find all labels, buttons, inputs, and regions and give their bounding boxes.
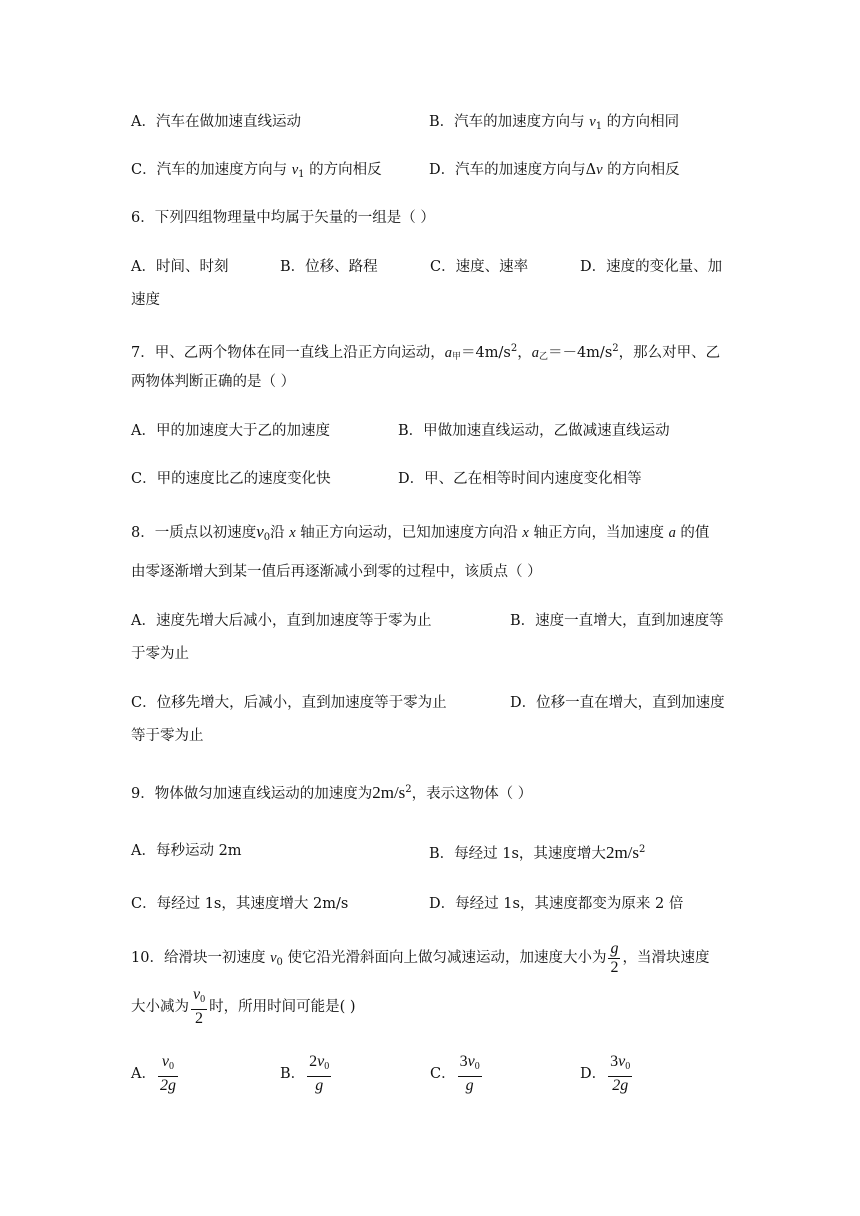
q8-t1: 沿 (270, 525, 290, 541)
q10-d-sub: 0 (625, 1061, 631, 1072)
q7-a-var: a (444, 345, 452, 361)
q10-frac-g-den: 2 (610, 958, 619, 976)
q8-stem-line2: 由零逐渐增大到某一值后再逐渐减小到零的过程中，该质点（ ） (131, 564, 542, 580)
q5-option-b (429, 112, 679, 137)
q7-b-var: a (531, 345, 539, 361)
q10-c-den: g (465, 1077, 474, 1094)
q6-option-b: B．位移、路程 (280, 259, 378, 275)
q6-option-d-cont: 速度 (131, 292, 160, 308)
q10-a-sub: 0 (169, 1061, 175, 1072)
q5-c-text: C．汽车的加速度方向与 (131, 162, 292, 178)
q9-b-sup: 2 (639, 844, 646, 855)
q10-stem-line2 (131, 986, 356, 1028)
q10-v-var: v (270, 950, 277, 966)
q10-stem-tail: ，当滑块速度 (622, 950, 710, 966)
q10-line2-post: 时，所用时间可能是( ) (209, 999, 356, 1015)
q5-d-var: v (596, 162, 603, 178)
q10-c-var: v (467, 1053, 475, 1070)
q8-stem-text: 8．一质点以初速度 (131, 525, 257, 541)
q10-frac-v-den: 2 (195, 1010, 204, 1027)
q10-d-coef: 3 (610, 1053, 619, 1070)
q5-d-tail: 的方向相反 (602, 162, 680, 178)
q10-d-var: v (618, 1053, 626, 1070)
q10-b-coef: 2 (309, 1053, 318, 1070)
q9-b-value: 2m/s (605, 843, 639, 862)
q10-c-coef: 3 (459, 1053, 468, 1070)
q10-option-d (580, 1053, 634, 1095)
q10-option-b (280, 1053, 333, 1095)
q8-option-d-cont: 等于零为止 (131, 728, 204, 744)
q9-stem-text: 9．物体做匀加速直线运动的加速度为 (131, 786, 373, 802)
q8-option-c: C．位移先增大，后减小，直到加速度等于零为止 (131, 695, 447, 711)
q10-c-label: C． (430, 1066, 456, 1082)
q10-d-label: D． (580, 1066, 607, 1082)
q5-b-sub: 1 (595, 121, 603, 132)
q10-option-a (131, 1053, 180, 1095)
q7-sep: ， (517, 345, 532, 361)
q10-c-fraction (458, 1053, 482, 1095)
q10-option-c (430, 1053, 484, 1095)
q9-stem (131, 780, 532, 804)
q10-d-num (608, 1053, 632, 1076)
q8-option-d: D．位移一直在增大，直到加速度 (510, 695, 725, 711)
q10-stem (131, 938, 709, 983)
q7-a-val: ＝4m/s (461, 345, 511, 361)
q10-a-fraction (158, 1053, 178, 1095)
q5-option-c (131, 160, 382, 185)
q10-stem-text: 10．给滑块一初速度 (131, 950, 271, 966)
q9-b-text: B．每经过 1s，其速度增大 (429, 846, 606, 862)
q10-a-den: 2g (159, 1077, 176, 1094)
q8-a-var: a (668, 525, 676, 541)
q5-b-var: v (589, 114, 596, 130)
q5-b-tail: 的方向相同 (602, 114, 680, 130)
q8-t4: 的值 (675, 525, 710, 541)
q5-option-a: A．汽车在做加速直线运动 (131, 114, 301, 130)
q9-option-b (429, 840, 645, 864)
q10-frac-v-sub: 0 (200, 994, 206, 1005)
q5-c-tail: 的方向相反 (304, 162, 382, 178)
q7-b-sub: 乙 (538, 352, 548, 362)
q7-stem-tail: ，那么对甲、乙 (618, 345, 721, 361)
q5-d-text: D．汽车的加速度方向与Δ (429, 162, 597, 178)
q5-option-d (429, 160, 680, 180)
q8-x-var-2: x (522, 525, 529, 541)
q10-frac-v-var: v (193, 986, 201, 1003)
q6-option-c: C．速度、速率 (430, 259, 529, 275)
q8-t2: 轴正方向运动，已知加速度方向沿 (295, 525, 523, 541)
q10-frac-g-over-2 (608, 940, 620, 977)
q10-b-sub: 0 (324, 1061, 330, 1072)
q8-option-b-cont: 于零为止 (131, 646, 189, 662)
q8-x-var: x (289, 525, 296, 541)
q7-option-d: D．甲、乙在相等时间内速度变化相等 (398, 471, 642, 487)
q7-option-b: B．甲做加速直线运动，乙做减速直线运动 (398, 423, 670, 439)
q10-b-var: v (317, 1053, 325, 1070)
q10-frac-v0-over-2 (191, 986, 207, 1028)
q10-c-sub: 0 (474, 1061, 480, 1072)
q5-c-sub: 1 (298, 169, 305, 180)
q10-d-fraction (608, 1053, 632, 1095)
q5-c-var: v (291, 162, 299, 178)
q10-b-num (307, 1053, 331, 1076)
q10-a-var: v (161, 1053, 170, 1070)
q6-option-d: D．速度的变化量、加 (580, 259, 723, 275)
q10-b-fraction (307, 1053, 331, 1095)
q7-stem (131, 339, 720, 367)
q10-a-label: A． (131, 1066, 156, 1082)
q10-frac-v-num (191, 986, 207, 1009)
q9-option-c: C．每经过 1s，其速度增大 2m/s (131, 896, 349, 912)
q10-stem-mid: 使它沿光滑斜面向上做匀减速运动，加速度大小为 (282, 950, 607, 966)
q10-frac-g-num: g (610, 939, 619, 957)
q8-t3: 轴正方向，当加速度 (528, 525, 669, 541)
q10-b-den: g (315, 1077, 324, 1094)
q10-a-num (160, 1053, 176, 1076)
q7-b-val: ＝－4m/s (547, 345, 613, 361)
q9-option-a: A．每秒运动 2m (131, 843, 242, 859)
q10-c-num (458, 1053, 482, 1076)
q9-accel-sup: 2 (405, 784, 412, 795)
q6-stem: 6．下列四组物理量中均属于矢量的一组是（ ） (131, 210, 435, 226)
q10-v-sub: 0 (276, 957, 283, 968)
q5-b-text: B．汽车的加速度方向与 (429, 114, 590, 130)
q7-a-sup: 2 (510, 343, 518, 354)
q7-stem-text: 7．甲、乙两个物体在同一直线上沿正方向运动， (131, 345, 445, 361)
q9-accel-value: 2m/s (372, 783, 406, 802)
q7-option-a: A．甲的加速度大于乙的加速度 (131, 423, 330, 439)
q10-d-den: 2g (612, 1077, 629, 1094)
q7-stem-line2: 两物体判断正确的是（ ） (131, 374, 296, 390)
q9-option-d: D．每经过 1s，其速度都变为原来 2 倍 (429, 896, 684, 912)
q10-b-label: B． (280, 1066, 306, 1082)
q8-stem (131, 522, 709, 548)
q8-v-var: v (256, 522, 264, 541)
q8-v-sub: 0 (263, 532, 271, 543)
q8-option-b: B．速度一直增大，直到加速度等 (510, 613, 724, 629)
q9-stem-tail: ，表示这物体（ ） (411, 786, 533, 802)
q7-option-c: C．甲的速度比乙的速度变化快 (131, 471, 331, 487)
q6-option-a: A．时间、时刻 (131, 259, 229, 275)
q10-line2-pre: 大小减为 (131, 999, 189, 1015)
q7-b-sup: 2 (612, 343, 619, 354)
q8-option-a: A．速度先增大后减小，直到加速度等于零为止 (131, 613, 432, 629)
q7-a-sub: 甲 (451, 352, 461, 362)
